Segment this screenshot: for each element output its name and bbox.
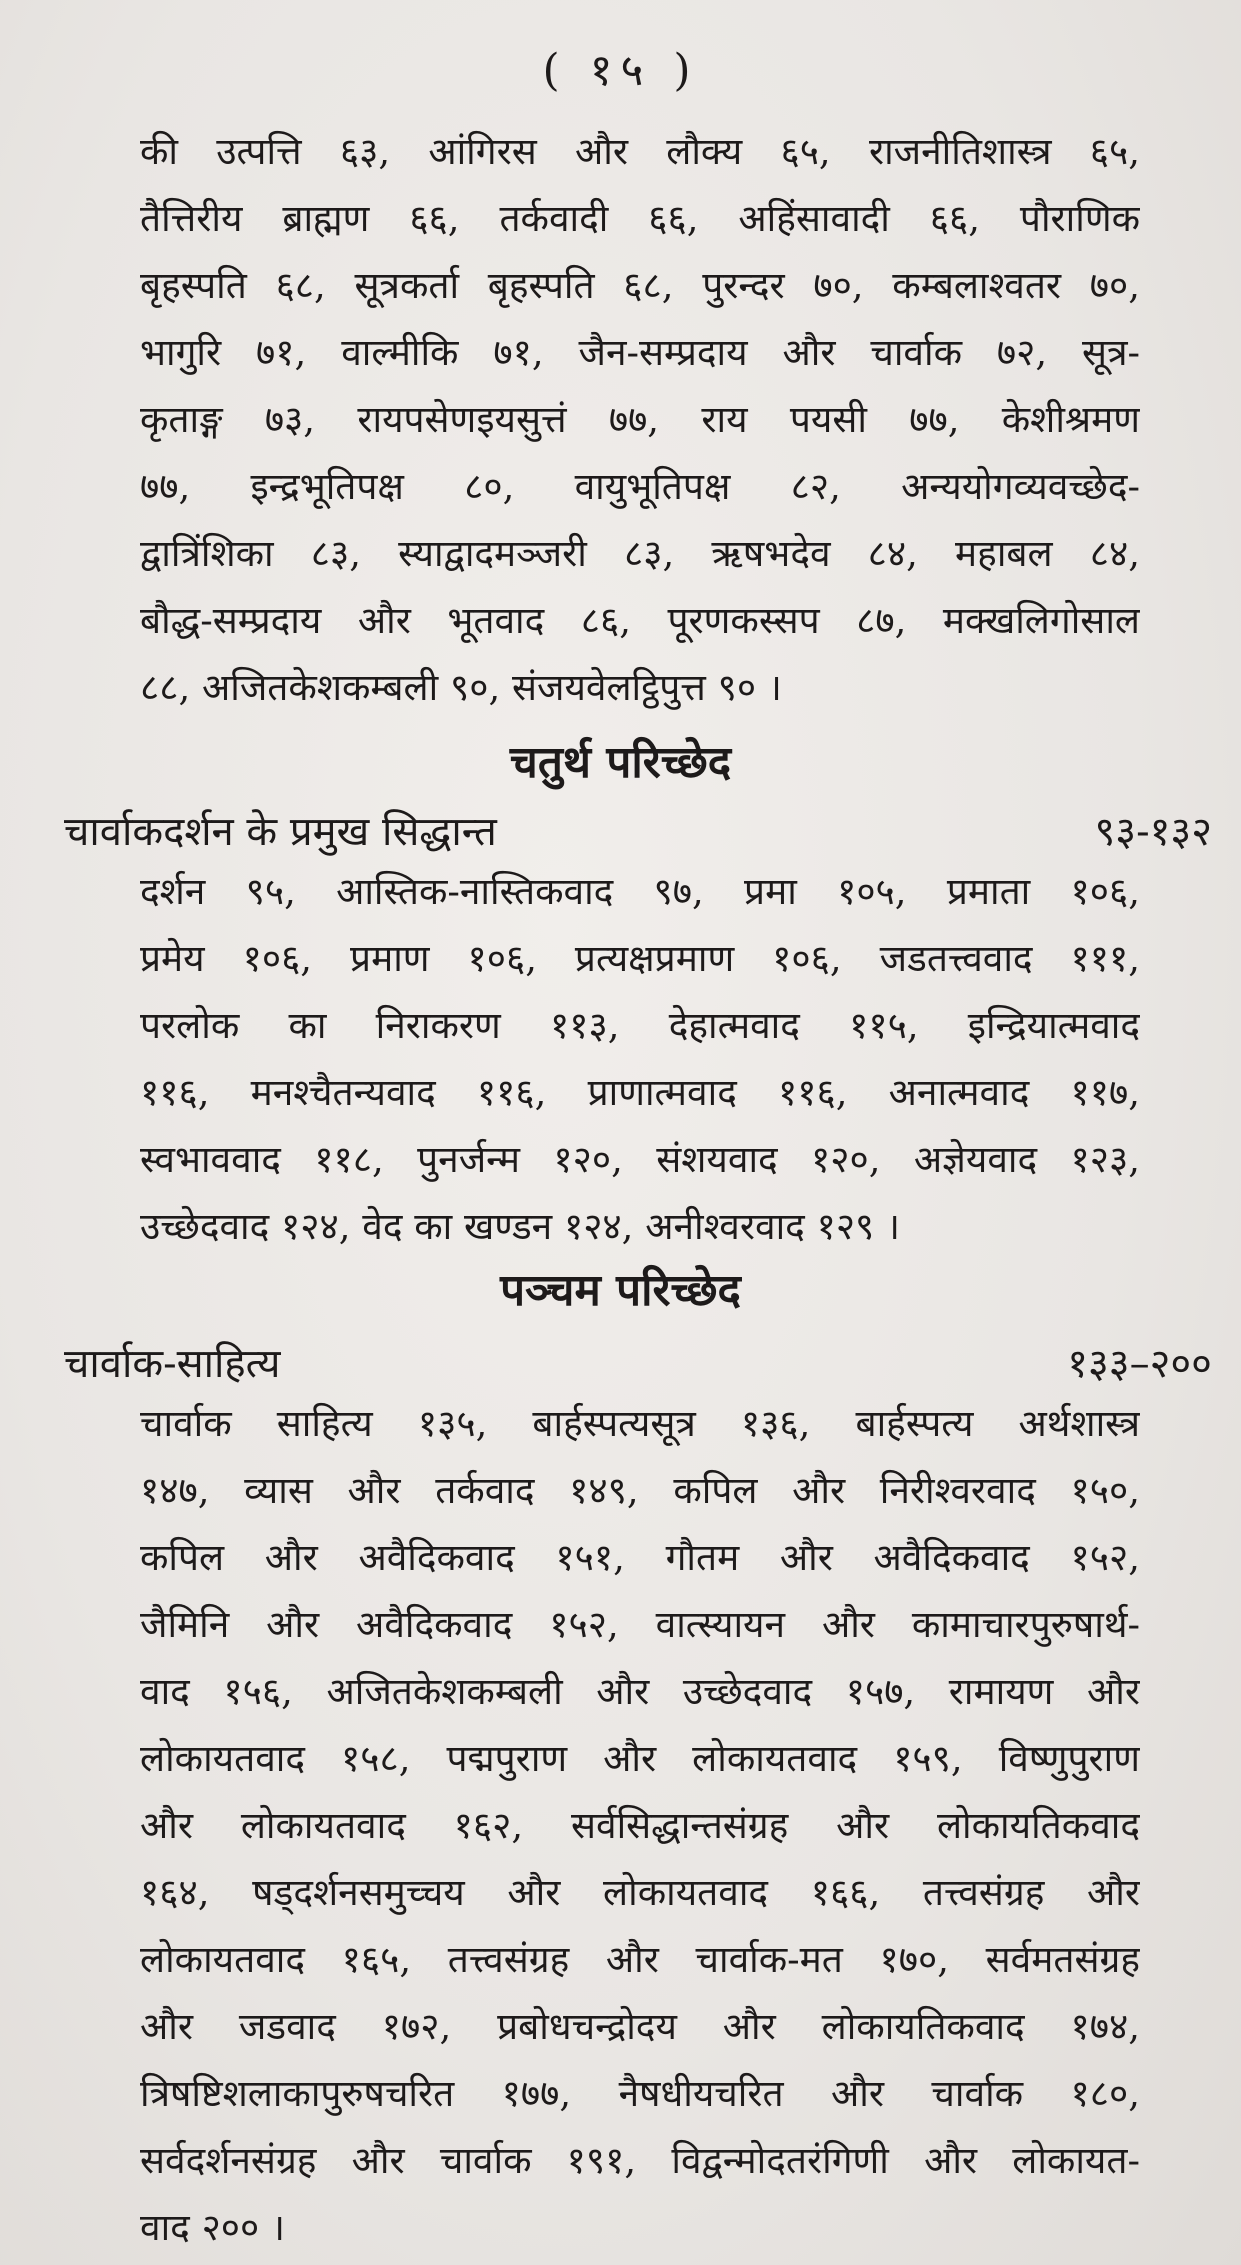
text-line: की उत्पत्ति ६३, आंगिरस और लौक्य ६५, राजनीतिशास्त्र ६५, — [140, 130, 1140, 173]
text-line: बृहस्पति ६८, सूत्रकर्ता बृहस्पति ६८, पुरन्दर ७०, कम्बलाश्वतर ७०, — [140, 264, 1140, 307]
text-line: वाद १५६, अजितकेशकम्बली और उच्छेदवाद १५७, रामायण और — [140, 1670, 1140, 1713]
text-line: दर्शन ९५, आस्तिक-नास्तिकवाद ९७, प्रमा १०५, प्रमाता १०६, — [140, 870, 1140, 913]
text-line: ७७, इन्द्रभूतिपक्ष ८०, वायुभूतिपक्ष ८२, अन्ययोगव्यवच्छेद- — [140, 465, 1140, 508]
text-line: प्रमेय १०६, प्रमाण १०६, प्रत्यक्षप्रमाण १०६, जडतत्त्ववाद १११, — [140, 937, 1140, 980]
chapter-page-range: १३३–२०० — [1067, 1341, 1212, 1387]
text-line: १६४, षड्दर्शनसमुच्चय और लोकायतवाद १६६, तत्त्वसंग्रह और — [140, 1871, 1140, 1914]
chapter-page-range: ९३-१३२ — [1094, 809, 1212, 855]
chapter-row-literature — [64, 1334, 1212, 1389]
text-line: चार्वाक साहित्य १३५, बार्हस्पत्यसूत्र १३६, बार्हस्पत्य अर्थशास्त्र — [140, 1402, 1140, 1445]
topic-list-section-5 — [140, 1390, 1140, 2261]
text-line: कपिल और अवैदिकवाद १५१, गौतम और अवैदिकवाद १५२, — [140, 1536, 1140, 1579]
text-line: भागुरि ७१, वाल्मीकि ७१, जैन-सम्प्रदाय और चार्वाक ७२, सूत्र- — [140, 331, 1140, 374]
text-line: जैमिनि और अवैदिकवाद १५२, वात्स्यायन और कामाचारपुरुषार्थ- — [140, 1603, 1140, 1646]
text-line: कृताङ्ग ७३, रायपसेणइयसुत्तं ७७, राय पयसी ७७, केशीश्रमण — [140, 398, 1140, 441]
chapter-row-principles — [64, 802, 1212, 857]
text-line: १४७, व्यास और तर्कवाद १४९, कपिल और निरीश्वरवाद १५०, — [140, 1469, 1140, 1512]
page-number: ( १५ ) — [542, 45, 699, 96]
text-line: सर्वदर्शनसंग्रह और चार्वाक १९१, विद्वन्मोदतरंगिणी और लोकायत- — [140, 2139, 1140, 2182]
text-line: तैत्तिरीय ब्राह्मण ६६, तर्कवादी ६६, अहिंसावादी ६६, पौराणिक — [140, 197, 1140, 240]
chapter-title: चार्वाकदर्शन के प्रमुख सिद्धान्त — [64, 809, 497, 855]
text-line: और लोकायतवाद १६२, सर्वसिद्धान्तसंग्रह और लोकायतिकवाद — [140, 1804, 1140, 1847]
section-heading-pancham: पञ्चम परिच्छेद — [500, 1265, 741, 1316]
text-line: ११६, मनश्चैतन्यवाद ११६, प्राणात्मवाद ११६, अनात्मवाद ११७, — [140, 1071, 1140, 1114]
text-line: परलोक का निराकरण ११३, देहात्मवाद ११५, इन्द्रियात्मवाद — [140, 1004, 1140, 1047]
text-line: वाद २०० । — [140, 2206, 286, 2249]
chapter-title: चार्वाक-साहित्य — [64, 1341, 281, 1387]
text-line: लोकायतवाद १६५, तत्त्वसंग्रह और चार्वाक-मत १७०, सर्वमतसंग्रह — [140, 1938, 1140, 1981]
text-line: स्वभाववाद ११८, पुनर्जन्म १२०, संशयवाद १२०, अज्ञेयवाद १२३, — [140, 1138, 1140, 1181]
text-line: लोकायतवाद १५८, पद्मपुराण और लोकायतवाद १५९, विष्णुपुराण — [140, 1737, 1140, 1780]
topic-list-section-3-continued — [140, 118, 1140, 721]
section-heading-chaturth: चतुर्थ परिच्छेद — [509, 737, 732, 788]
text-line: ८८, अजितकेशकम्बली ९०, संजयवेलट्ठिपुत्त ९० । — [140, 666, 782, 709]
text-line: बौद्ध-सम्प्रदाय और भूतवाद ८६, पूरणकस्सप ८७, मक्खलिगोसाल — [140, 599, 1140, 642]
text-line: त्रिषष्टिशलाकापुरुषचरित १७७, नैषधीयचरित और चार्वाक १८०, — [140, 2072, 1140, 2115]
text-line: और जडवाद १७२, प्रबोधचन्द्रोदय और लोकायतिकवाद १७४, — [140, 2005, 1140, 2048]
text-line: उच्छेदवाद १२४, वेद का खण्डन १२४, अनीश्वरवाद १२९ । — [140, 1205, 901, 1248]
topic-list-section-4 — [140, 858, 1140, 1260]
text-line: द्वात्रिंशिका ८३, स्याद्वादमञ्जरी ८३, ऋषभदेव ८४, महाबल ८४, — [140, 532, 1140, 575]
